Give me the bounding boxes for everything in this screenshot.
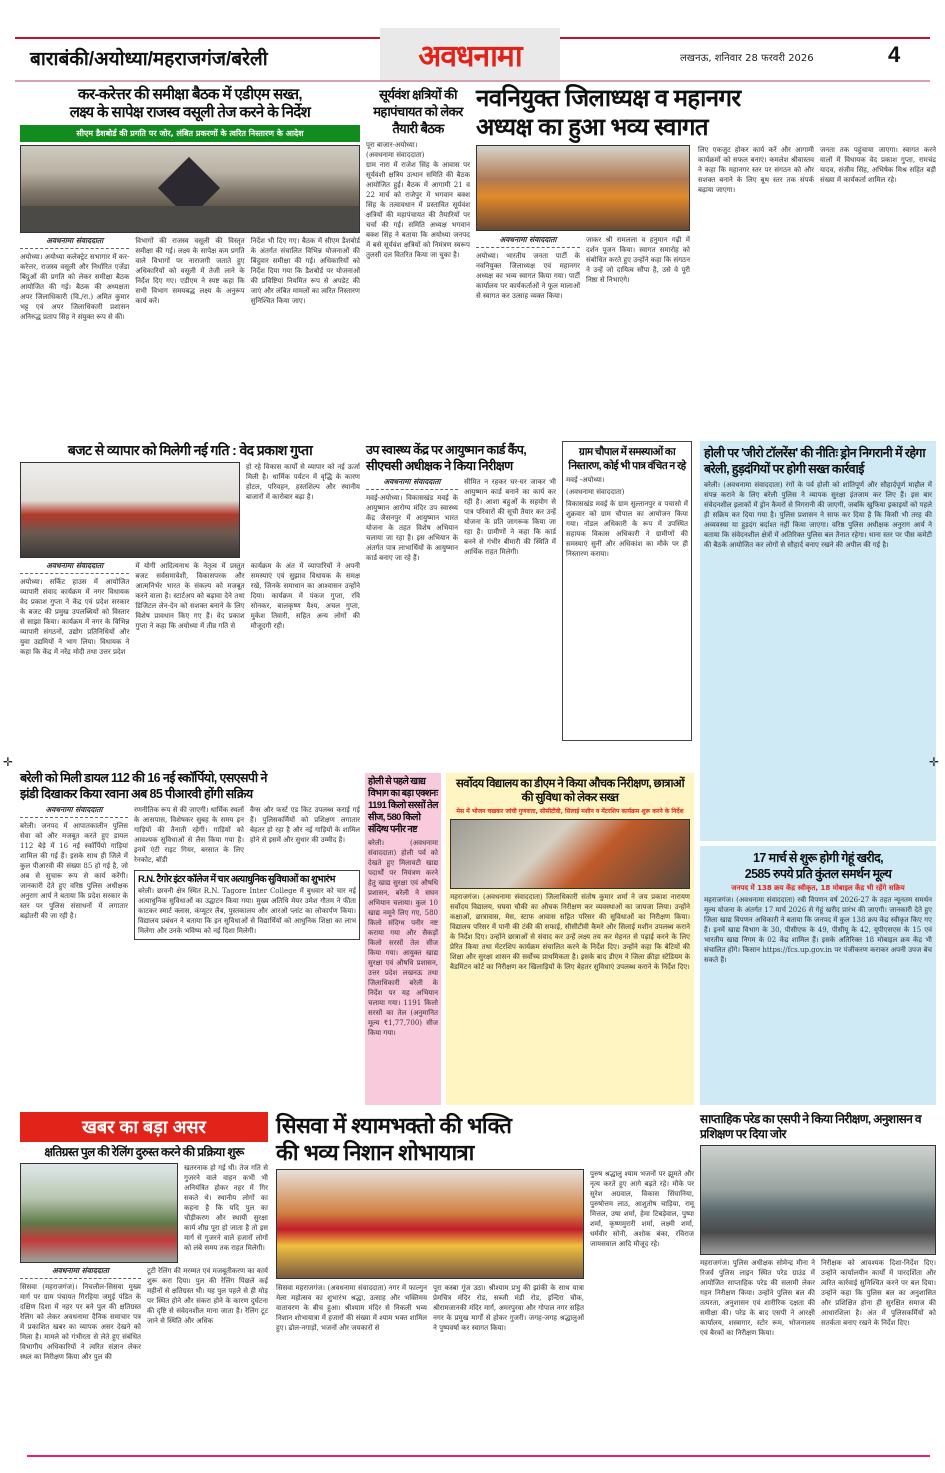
story6-byline: (अवधनामा संवाददाता) xyxy=(566,488,625,496)
story3-col2: जाकर श्री रामलला व हनुमान गढ़ी में दर्शन पूजन किया। स्वागत समारोह को संबोधित करते हुए उन्होंने कहा कि संगठन ने उन्हें जो दायित्व सौंपा है, उसे वे पूरी निष्ठा से निभाएंगे। xyxy=(586,236,690,284)
story1-byline: अवधनामा संवाददाता xyxy=(20,236,129,249)
story8-headline-line2: झंडी दिखाकर किया रवाना अब 85 पीआरवी होंगी सक्रिय xyxy=(20,787,253,801)
story15 xyxy=(700,1112,936,1447)
story9-text: बरेली। छावनी क्षेत्र स्थित R.N. Tagore Inter College में बुधवार को चार नई अत्याधुनिक सुविधाओं का उद्घाटन किया गया। मुख्य अतिथि मेयर उमेश गौतम ने फीता काटकर स्मार्ट क्लास, कंप्यूटर लैब, पुस्तकालय और आरओ प्लांट का लोकार्पण किया। विद्यालय प्रबंधन ने बताया कि इन सुविधाओं से विद्यार्थियों को आधुनिक शिक्षा का लाभ मिलेगा और उनके भविष्य को नई दिशा मिलेगी। xyxy=(138,887,356,935)
story14-headline-line2: की भव्य निशान शोभायात्रा xyxy=(276,1140,474,1165)
story13-headline: क्षतिग्रस्त पुल की रेलिंग दुरुस्त करने की प्रक्रिया शुरू xyxy=(44,1145,244,1159)
story5-col1: मवई-अयोध्या। विकासखंड मवई के आयुष्मान आरोग्य मंदिर उप स्वास्थ्य केंद्र जैसनपुर में आयुष्मान भारत योजना के तहत विशेष अभियान चलाया जा रहा है। इस अभियान के अंतर्गत पात्र लाभार्थियों के आयुष्मान कार्ड बनाए जा रहे हैं। xyxy=(366,494,458,562)
story4 xyxy=(20,442,360,764)
meeting-hall-photo xyxy=(20,145,360,233)
trade-dialogue-photo xyxy=(20,462,240,558)
story1-subhead: सीएम डैशबोर्ड की प्रगति पर जोर, लंबित प्रकरणों के त्वरित निस्तारण के आदेश xyxy=(20,125,360,142)
footer-rule xyxy=(27,1455,930,1457)
story15-headline: साप्ताहिक परेड का एसपी ने किया निरीक्षण, अनुशासन व प्रशिक्षण पर दिया जोर xyxy=(700,1112,921,1141)
bridge-railing-photo xyxy=(20,1163,178,1263)
story2-body xyxy=(366,140,470,260)
story13-top xyxy=(20,1163,268,1263)
page-number: 4 xyxy=(888,42,901,67)
story1-body xyxy=(20,236,360,322)
story4-headline: बजट से व्यापार को मिलेगी नई गति : वेद प्रकाश गुप्ता xyxy=(67,442,313,458)
story3-body-right xyxy=(698,145,936,301)
story6-headline: ग्राम चौपाल में समस्याओं का निस्तारण, कोई भी पात्र वंचित न रहे xyxy=(568,446,686,472)
story10-box xyxy=(365,773,441,1105)
party-welcome-photo xyxy=(476,145,690,231)
story12-headline-line2: 2585 रुपये प्रति कुंतल समर्थन मूल्य xyxy=(744,867,892,881)
story14-col2: पूरा कस्बा गूंज उठा। श्रीश्याम प्रभु की झांकी के साथ यात्रा प्रेमचित्र मंदिर रोड, सब्जी मंडी रोड, इन्दिरा चौक, श्रीरामजानकी मंदिर मार्ग, अमरपुरवा और गोपाल नगर सहित नगर के प्रमुख मार्गों से होकर गुजरी। जगह-जगह श्रद्धालुओं ने पुष्पवर्षा कर स्वागत किया। xyxy=(433,1284,584,1332)
story13-col3-text: खतरनाक हो गई थी। तेज गति से गुजरने वाले वाहन कभी भी अनियंत्रित होकर नहर में गिर सकते थे। स्थानीय लोगों का कहना है कि यदि पुल का चौड़ीकरण और स्थायी सुरक्षा कार्य शीघ्र पूरा हो जाता है तो इस मार्ग से गुजरने वाले हजारों लोगों को लंबे समय तक राहत मिलेगी। xyxy=(184,1164,268,1252)
story14-col3-text: पुरुष श्रद्धालु श्याम भजनों पर झूमते और नृत्य करते हुए आगे बढ़ते रहे। मौके पर सुरेश अग्रवाल, विकास सिंघानिया, पुरुषोत्तम लाठ, आशुतोष चाड़िया, रामू मित्तल, उषा शर्मा, हेमा टिबड़ेवाल, पुष्पा शर्मा, कृष्णमुरारी शर्मा, लक्ष्मी शर्मा, धर्मवीर सोनी, अशोक बंका, रविराज जायसवाल आदि मौजूद रहे। xyxy=(590,1170,694,1248)
story5-byline: अवधनामा संवाददाता xyxy=(366,477,458,490)
story11-subhead: मेस में भोजन चखकर जांची गुणवत्ता, सीसीटीवी, सिलाई मशीन व मेंटरशिप कार्यक्रम शुरू करने के निर्देश xyxy=(456,808,684,815)
story11-headline: सर्वोदय विद्यालय का डीएम ने किया औचक निरीक्षण, छात्राओं की सुविधा को लेकर सख्त xyxy=(456,778,684,804)
big-impact-banner: खबर का बड़ा असर xyxy=(20,1112,268,1142)
school-inspection-photo xyxy=(450,819,690,889)
section-label: बाराबंकी/अयोध्या/महराजगंज/बरेली xyxy=(30,49,268,70)
story1-headline-line1: कर-करेत्तर की समीक्षा बैठक में एडीएम सख्त, xyxy=(78,86,302,103)
story3-byline: अवधनामा संवाददाता xyxy=(476,235,580,248)
story14-columns xyxy=(276,1169,694,1333)
story4-col1-text: हो रहे विकास कार्यों से व्यापार को नई ऊर्जा मिली है। धार्मिक पर्यटन में वृद्धि के कारण होटल, परिवहन, हस्तशिल्प और स्थानीय बाजारों में कारोबार बढ़ा है। xyxy=(246,463,360,501)
story6-dateline: मवई -अयोध्या। xyxy=(566,476,605,484)
story15-body xyxy=(700,1258,936,1338)
story12-headline xyxy=(704,850,932,882)
story14 xyxy=(276,1112,694,1447)
story15-col1: महराजगंज। पुलिस अधीक्षक सोमेन्द्र मीना ने रिजर्व पुलिस लाइन स्थित परेड ग्राउंड में आयोजित साप्ताहिक परेड की सलामी लेकर गहन निरीक्षण किया। उन्होंने पुलिस बल की तत्परता, अनुशासन एवं शारीरिक दक्षता की समीक्षा की। परेड के बाद एसपी ने आरक्षी कार्यालय, शस्त्रागार, स्टोर रूम, भोजनालय एवं बैरकों का निरीक्षण किया। xyxy=(700,1259,815,1337)
story2-text: ग्राम नारा में राजेश सिंह के आवास पर सूर्यवंशी क्षत्रिय उत्थान समिति की बैठक आयोजित हुई। बैठक में आगामी 21 व 22 मार्च को राजेपुर में भगवान बक्श सिंह के तत्वावधान में प्रस्तावित सूर्यवंश क्षत्रियों की महापंचायत की तैयारियों पर चर्चा की गई। समिति अध्यक्ष भगवान बक्श सिंह ने बताया कि अयोध्या जनपद में बसे सूर्यवंश क्षत्रियों को निमंत्रण स्वरूप तुलसी दल वितरित किया जा चुका है। xyxy=(366,161,470,259)
story1 xyxy=(20,86,360,436)
story8-headline xyxy=(20,770,360,802)
story1-col3: निर्देश भी दिए गए। बैठक में सीएम डैशबोर्ड के अंतर्गत संचालित विभिन्न योजनाओं की बिंदुवार समीक्षा की गई। अधिकारियों को निर्देश दिया गया कि डैशबोर्ड पर योजनाओं की प्रविष्टियां नियमित रूप से अपडेट की जाएं और लंबित मामलों का त्वरित निस्तारण सुनिश्चित किया जाए। xyxy=(250,237,360,305)
story6-box xyxy=(562,441,692,741)
story5 xyxy=(366,442,556,764)
story8-body xyxy=(20,805,360,940)
story4-byline: अवधनामा संवाददाता xyxy=(20,561,129,574)
story8-headline-line1: बरेली को मिली डायल 112 की 16 नई स्कॉर्पियो, एसएसपी ने xyxy=(20,771,267,785)
story3-headline-line2: अध्यक्ष का हुआ भव्य स्वागत xyxy=(476,114,708,141)
logo-text: अवधनामा xyxy=(418,39,522,73)
story14-col1: सिसवा महराजगंज। (अवधनामा संवाददाता) नगर में फाल्गुन मेला महोत्सव का शुभारंभ श्रद्धा, उत्साह और भक्तिमय वातावरण के बीच हुआ। श्रीश्याम मंदिर से निकली भव्य निशान शोभायात्रा में हजारों की संख्या में श्याम भक्त शामिल हुए। ढोल-नगाड़ों, भजनों और जयकारों से xyxy=(276,1284,427,1332)
story12-subhead: जनपद में 138 क्रय केंद्र स्वीकृत, 18 मोबाइल केंद्र भी रहेंगे सक्रिय xyxy=(731,884,905,892)
story8-col1: बरेली। जनपद में आपातकालीन पुलिस सेवा को और मजबूत करते हुए डायल 112 बेड़े में 16 नई स्कॉर्पियो गाड़ियां शामिल की गई हैं। इसके साथ ही जिले में कुल पीआरवी की संख्या 85 हो गई है, जो अब से सुचारू रूप से कार्य करेंगी। जानकारी देते हुए वरिष्ठ पुलिस अधीक्षक अनुराग आर्य ने बताया कि प्रदेश सरकार के स्तर पर पुलिस संसाधनों में लगातार बढ़ोतरी की जा रही है। xyxy=(20,822,128,920)
story6-text: विकासखंड मवई के ग्राम सुल्तानपुर व पचासो में शुक्रवार को ग्राम चौपाल का आयोजन किया गया। नोडल अधिकारी के रूप में उपस्थित सहायक विकास अधिकारी ने ग्रामीणों की समस्याएं सुनीं और अधिकांश का मौके पर ही निस्तारण कराया। xyxy=(566,500,688,558)
story3-col1: अयोध्या। भारतीय जनता पार्टी के नवनियुक्त जिलाध्यक्ष एवं महानगर अध्यक्ष का भव्य स्वागत किया गया। पार्टी कार्यालय पर कार्यकर्ताओं ने फूल मालाओं से स्वागत कर उत्साह व्यक्त किया। xyxy=(476,252,580,300)
masthead-logo[interactable] xyxy=(380,28,560,80)
registration-mark-icon: ✛ xyxy=(3,755,14,769)
story12-box xyxy=(700,846,936,1105)
story8-col3: वैग्स और फर्स्ट एड किट उपलब्ध कराई गई हैं। पुलिसकर्मियों को प्रशिक्षण लगातार बेहतर हो रहा है और नई गाड़ियों के शामिल होने से इसमें और सुधार की उम्मीद है। xyxy=(250,806,360,844)
story8-col2: रणनीतिक रूप से की जाएगी। धार्मिक स्थलों के आसपास, विशेषकर सुबह के समय इन गाड़ियों की तैनाती रहेगी। गाड़ियों को आवश्यक सुविधाओं से लैस किया गया है। इनमें एंटी राइट गियर, बरसात के लिए रेनकोट, बॉडी xyxy=(134,806,244,864)
story4-col4: कार्यक्रम के अंत में व्यापारियों ने अपनी समस्याएं एवं सुझाव विधायक के समक्ष रखे, जिनके समाधान का आश्वासन उन्होंने दिया। कार्यक्रम में पंकज गुप्ता, रवि सोनकर, बालकृष्ण वैश्य, अचल गुप्ता, मुकेश तिवारी, सहित अन्य लोगों की मौजूदगी रही। xyxy=(250,562,360,630)
story2 xyxy=(366,86,470,436)
registration-mark-icon: ✛ xyxy=(929,755,940,769)
story2-dateline: पूरा बाजार-अयोध्या। xyxy=(366,141,418,149)
masthead-bottom-rule xyxy=(15,80,930,82)
story12-headline-line1: 17 मार्च से शुरू होगी गेहूं खरीद, xyxy=(753,851,883,865)
story13-col2: टूटी रेलिंग की मरम्मत एवं मजबूतीकरण का कार्य शुरू करा दिया। पुल की रेलिंग पिछले कई महीनों से क्षतिग्रस्त थी। यह पुल पहले से ही मोड़ पर स्थित होने और संकरा होने के कारण दुर्घटना की दृष्टि से संवेदनशील माना जाता है। रेलिंग टूट जाने से स्थिति और अधिक xyxy=(147,1267,268,1325)
story4-col3: में योगी आदित्यनाथ के नेतृत्व में प्रस्तुत बजट सर्वसमावेशी, विकासपरक और आत्मनिर्भर भारत के संकल्प को मजबूत करने वाला है। स्टार्टअप को बढ़ावा देने तथा डिजिटल लेन-देन को सशक्त बनाने के लिए विशेष प्रावधान किए गए हैं। वेद प्रकाश गुप्ता ने कहा कि अयोध्या में तीव्र गति से xyxy=(135,562,245,630)
story5-headline: उप स्वास्थ्य केंद्र पर आयुष्मान कार्ड कैंप, सीएचसी अधीक्षक ने किया निरीक्षण xyxy=(366,443,527,473)
story3-headline xyxy=(476,84,936,142)
story5-body xyxy=(366,477,556,563)
story13 xyxy=(20,1112,268,1447)
police-parade-photo xyxy=(700,1145,936,1255)
story14-body xyxy=(276,1283,584,1333)
story15-col2: निरीक्षक को आवश्यक दिशा-निर्देश दिए। उन्होंने कार्यालयीन कार्यों में पारदर्शिता और त्वरित कार्रवाई सुनिश्चित करने पर बल दिया। उन्होंने कहा कि पुलिस बल का अनुशासित और प्रशिक्षित होना ही सुरक्षित समाज की आधारशिला है। अंत में पुलिसकर्मियों को सतर्कता बनाए रखने के निर्देश दिए। xyxy=(821,1259,936,1327)
story3-col4: जनता तक पहुंचाया जाएगा। स्वागत करने वालों में विधायक वेद प्रकाश गुप्ता, रामचंद्र यादव, संजीव सिंह, अभिषेक मिश्र सहित बड़ी संख्या में कार्यकर्ता शामिल रहे। xyxy=(820,146,936,184)
story8-byline: अवधनामा संवाददाता xyxy=(20,805,128,818)
procession-photo xyxy=(276,1169,584,1279)
story3-headline-line1: नवनियुक्त जिलाध्यक्ष व महानगर xyxy=(476,85,741,112)
story2-headline: सूर्यवंश क्षत्रियों की महापंचायत को लेकर तैयारी बैठक xyxy=(373,87,463,136)
story7-headline: होली पर 'जीरो टॉलरेंस' की नीतिः ड्रोन निगरानी में रहेगा बरेली, हुड़दंगियों पर होगी सख्त कार्रवाई xyxy=(704,446,926,476)
dateline: लखनऊ, शनिवार 28 फरवरी 2026 xyxy=(680,53,814,64)
story9-box xyxy=(134,870,360,940)
story1-headline-line2: लक्ष्य के सापेक्ष राजस्व वसूली तेज करने के निर्देश xyxy=(69,104,311,121)
story12-text: महराजगंज। (अवधनामा संवाददाता) रबी विपणन वर्ष 2026-27 के तहत न्यूनतम समर्थन मूल्य योजना के अंतर्गत 17 मार्च 2026 से गेहूं खरीद प्रारंभ की जाएगी। जानकारी देते हुए जिला खाद्य विपणन अधिकारी ने बताया कि जनपद में कुल 138 क्रय केंद्र स्वीकृत किए गए हैं। इनमें खाद्य विभाग के 30, पीसीएफ के 49, पीसीयू के 42, यूपीएसएस के 15 एवं भारतीय खाद्य निगम के 02 केंद्र शामिल हैं। इसके अतिरिक्त 18 मोबाइल क्रय केंद्र भी संचालित होंगे। किसान https://fcs.up.gov.in पर पंजीकरण कराकर अपनी उपज बेच सकते हैं। xyxy=(704,896,932,964)
story3-left xyxy=(476,145,690,301)
story13-body xyxy=(20,1266,268,1362)
story3 xyxy=(476,84,936,436)
story8 xyxy=(20,770,360,1105)
story1-col2: विभागों की राजस्व वसूली की विस्तृत समीक्षा की गई। लक्ष्य के सापेक्ष कम प्रगति वाले विभागों पर नाराजगी जताते हुए अधिकारियों को वसूली में तेजी लाने के निर्देश दिए गए। एडीएम ने स्पष्ट कहा कि सभी विभाग समयबद्ध लक्ष्य के अनुरूप कार्य करें। xyxy=(135,237,245,305)
story14-headline-line1: सिसवा में श्यामभक्तो की भक्ति xyxy=(276,1113,512,1138)
story11-box xyxy=(446,773,694,1105)
story13-col1: सिसवा (महराजगंज)। निचलौल-सिसवा मुख्य मार्ग पर ग्राम पंचायत गिरहिया जमुई पंडित के दक्षिण दिशा में नहर पर बने पुल की क्षतिग्रस्त रेलिंग को लेकर अवधनामा दैनिक समाचार पत्र में प्रकाशित खबर का व्यापक असर देखने को मिला है। मामले को गंभीरता से लेते हुए संबंधित विभागीय अधिकारियों ने त्वरित संज्ञान लेकर स्थल का निरीक्षण किया और पुल की xyxy=(20,1283,141,1361)
story11-text: महराजगंज। (अवधनामा संवाददाता) जिलाधिकारी संतोष कुमार शर्मा ने जय प्रकाश नारायण सर्वोदय विद्यालय, घघवा चौकी का औचक निरीक्षण कर व्यवस्थाओं का जायजा लिया। उन्होंने कक्षाओं, छात्रावास, मेस, स्टाफ आवास सहित परिसर की सुविधाओं का निरीक्षण किया। विद्यालय परिसर में पानी की टंकी की सफाई, सीसीटीवी कैमरे और सिलाई मशीन उपलब्ध कराने के निर्देश दिए। उन्होंने छात्राओं से संवाद कर उन्हें लक्ष्य तय कर मेहनत से पढ़ाई करने के लिए प्रेरित किया तथा मेंटरशिप कार्यक्रम संचालित करने के निर्देश दिए। उन्होंने कहा कि बेटियों की शिक्षा और सुरक्षा शासन की सर्वोच्च प्राथमिकता है। इसके बाद डीएम ने जिला क्रीड़ा स्टेडियम के बैडमिंटन कोर्ट का निरीक्षण कर खिलाड़ियों के लिए बेहतर सुविधाएं उपलब्ध कराने के निर्देश दिए। xyxy=(450,893,690,971)
story1-headline xyxy=(20,86,360,122)
story7-text: बरेली। (अवधनामा संवाददाता) रंगों के पर्व होली को शांतिपूर्ण और सौहार्दपूर्ण माहौल में संपन्न कराने के लिए बरेली पुलिस ने व्यापक सुरक्षा इंतजाम कर लिए हैं। इस बार संवेदनशील इलाकों में ड्रोन कैमरों से निगरानी की जाएगी, जबकि खुफिया इकाइयों को पहले ही सक्रिय कर दिया गया है। पुलिस प्रशासन ने साफ कर दिया है कि किसी भी तरह की अव्यवस्था या हुड़दंग बर्दाश्त नहीं किया जाएगा। वरिष्ठ पुलिस अधीक्षक अनुराग आर्य ने बताया कि संवेदनशील क्षेत्रों में अतिरिक्त पुलिस बल तैनात रहेगा। थाना स्तर पर पीस कमेटी की बैठकें आयोजित कर लोगों से सौहार्द बनाए रखने की अपील की गई है। xyxy=(704,481,932,549)
story14-headline xyxy=(276,1112,694,1166)
story5-col2: सीमित न रहकर घर-घर जाकर भी आयुष्मान कार्ड बनाने का कार्य कर रही है। आशा बहुओं के सहयोग से पात्र परिवारों की सूची तैयार कर उन्हें योजना के प्रति जागरूक किया जा रहा है। ग्रामीणों ने कहा कि कार्ड बनने से गंभीर बीमारी की स्थिति में आर्थिक राहत मिलेगी। xyxy=(464,478,556,556)
story4-col2: अयोध्या। सर्किट हाउस में आयोजित व्यापारी संवाद कार्यक्रम में नगर विधायक वेद प्रकाश गुप्ता ने केंद्र एवं प्रदेश सरकार के बजट की प्रमुख उपलब्धियों को विस्तार से साझा किया। कार्यक्रम में नगर के विभिन्न व्यापारी संगठनों, उद्योग प्रतिनिधियों और युवा उद्यमियों ने भाग लिया। विधायक ने कहा कि केंद्र में नरेंद्र मोदी तथा उत्तर प्रदेश xyxy=(20,578,130,656)
story4-top xyxy=(20,462,360,558)
story1-col1: अयोध्या। अयोध्या कलेक्ट्रेट सभागार में कर-करेत्तर, राजस्व वसूली और निर्धारित एजेंडा बिंदुओं की प्रगति को लेकर समीक्षा बैठक आयोजित की गई। बैठक की अध्यक्षता अपर जिलाधिकारी (वि./रा.) अमित कुमार भट्ट एवं अपर जिलाधिकारी प्रशासन अनिरुद्ध प्रताप सिंह ने संयुक्त रूप से की। xyxy=(20,253,130,321)
story7-box xyxy=(700,441,936,841)
story10-headline: होली से पहले खाद्य विभाग का बड़ा एक्शनः 1191 किलो सरसों तेल सीज, 580 किलो संदिग्ध पनीर नष्ट xyxy=(368,776,438,835)
story3-col3: लिए एकजुट होकर कार्य करें और आगामी कार्यक्रमों को सफल बनाएं। कमलेश श्रीवास्तव ने कहा कि महानगर स्तर पर संगठन को और सशक्त बनाने के लिए बूथ स्तर तक संपर्क बढ़ाया जाएगा। xyxy=(698,146,814,194)
story13-byline: अवधनामा संवाददाता xyxy=(20,1266,141,1279)
story2-byline: (अवधनामा संवाददाता) xyxy=(366,151,425,159)
story9-headline: R.N. टैगोर इंटर कॉलेज में चार अत्याधुनिक सुविधाओं का शुभारंभ xyxy=(138,874,335,885)
story4-body xyxy=(20,561,360,657)
story10-text: बरेली। (अवधनामा संवाददाता) होली पर्व को देखते हुए मिलावटी खाद्य पदार्थों पर नियंत्रण करने हेतु खाद्य सुरक्षा एवं औषधि प्रशासन, बरेली ने सघन अभियान चलाया। कुल 10 खाद्य नमूने लिए गए, 580 किलो संदिग्ध पनीर नष्ट कराया गया और सैकड़ों किलो सरसों तेल सीज किया गया। आयुक्त खाद्य सुरक्षा एवं औषधि प्रशासन, उत्तर प्रदेश लखनऊ तथा जिलाधिकारी बरेली के निर्देश पर यह अभियान चलाया गया। 1191 किलो सरसों का तेल (अनुमानित मूल्य ₹1,77,700) सीज किया गया। xyxy=(368,839,438,1037)
story3-body-left xyxy=(476,235,690,301)
story3-columns xyxy=(476,145,936,301)
